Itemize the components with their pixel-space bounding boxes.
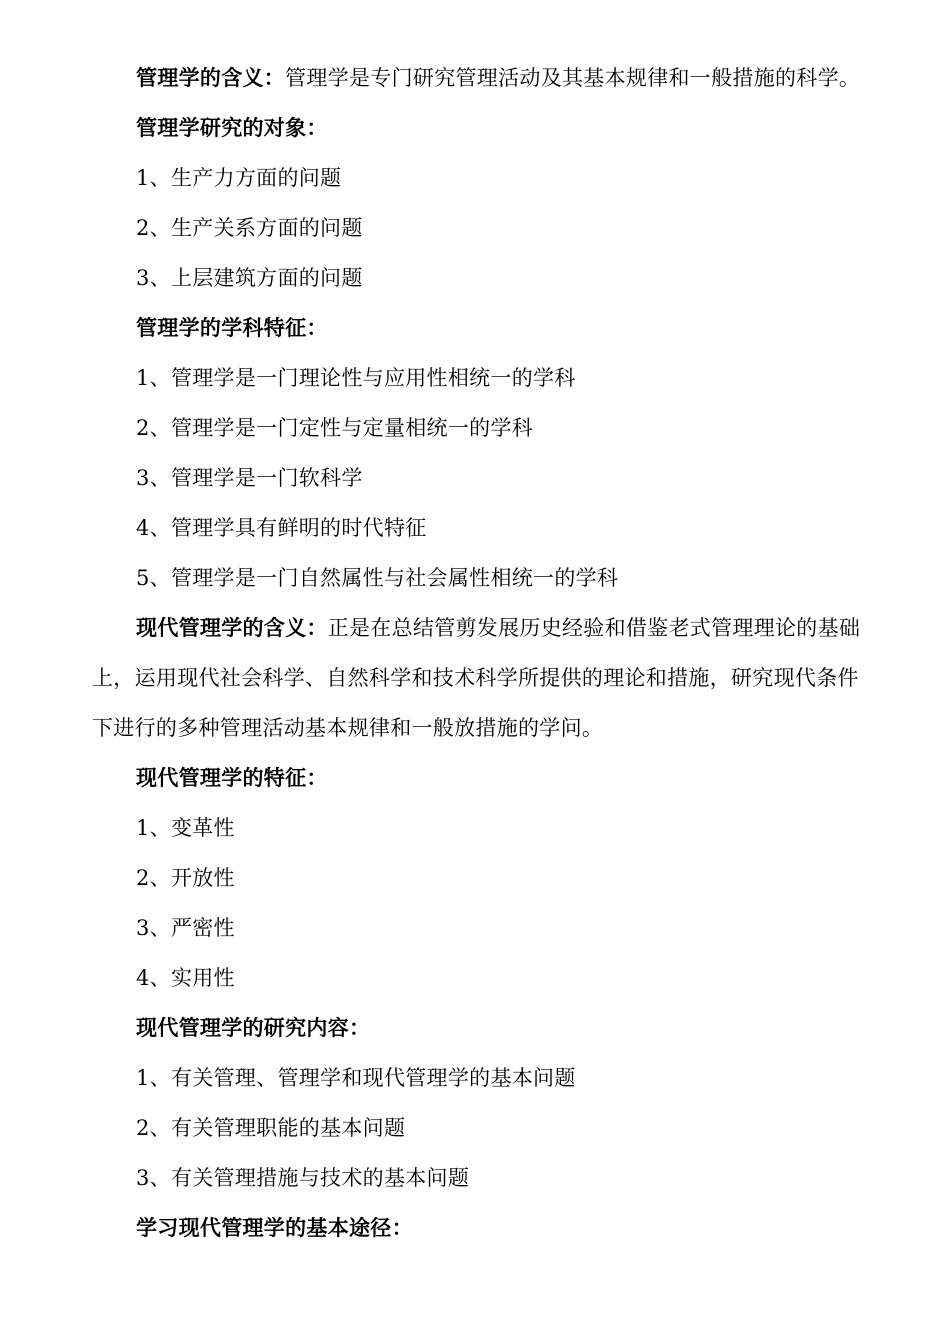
- features-item-1: 1、管理学是一门理论性与应用性相统一的学科: [136, 366, 576, 390]
- features-item-3: 3、管理学是一门软科学: [136, 466, 363, 490]
- features-item-5: 5、管理学是一门自然属性与社会属性相统一的学科: [136, 566, 619, 590]
- objects-item-3: 3、上层建筑方面的问题: [136, 266, 363, 290]
- definition-heading: 管理学的含义：: [136, 65, 286, 90]
- modern-definition-heading: 现代管理学的含义：: [136, 615, 328, 640]
- features-heading: 管理学的学科特征：: [136, 315, 328, 340]
- modern-features-item-1: 1、变革性: [136, 816, 235, 840]
- modern-content-item-1: 1、有关管理、管理学和现代管理学的基本问题: [136, 1066, 576, 1090]
- features-item-2: 2、管理学是一门定性与定量相统一的学科: [136, 416, 534, 440]
- study-path-heading: 学习现代管理学的基本途径：: [136, 1215, 413, 1240]
- objects-item-1: 1、生产力方面的问题: [136, 166, 342, 190]
- definition-paragraph: [92, 53, 862, 103]
- modern-definition-paragraph: [92, 603, 862, 753]
- features-item-4: 4、管理学具有鲜明的时代特征: [136, 516, 427, 540]
- modern-features-heading: 现代管理学的特征：: [136, 765, 328, 790]
- objects-item-2: 2、生产关系方面的问题: [136, 216, 363, 240]
- modern-features-item-4: 4、实用性: [136, 966, 235, 990]
- definition-text: 管理学是专门研究管理活动及其基本规律和一般措施的科学。: [285, 66, 861, 90]
- objects-heading: 管理学研究的对象：: [136, 115, 328, 140]
- modern-content-item-3: 3、有关管理措施与技术的基本问题: [136, 1166, 470, 1190]
- modern-content-heading: 现代管理学的研究内容：: [136, 1015, 371, 1040]
- modern-features-item-2: 2、开放性: [136, 866, 235, 890]
- document-body: [92, 53, 862, 1253]
- modern-definition-text: 正是在总结管剪发展历史经验和借鉴老式管理理论的基础上，运用现代社会科学、自然科学和技术科学所提供的理论和措施，研究现代条件下进行的多种管理活动基本规律和一般放措施的学问。: [92, 616, 861, 740]
- modern-content-item-2: 2、有关管理职能的基本问题: [136, 1116, 406, 1140]
- modern-features-item-3: 3、严密性: [136, 916, 235, 940]
